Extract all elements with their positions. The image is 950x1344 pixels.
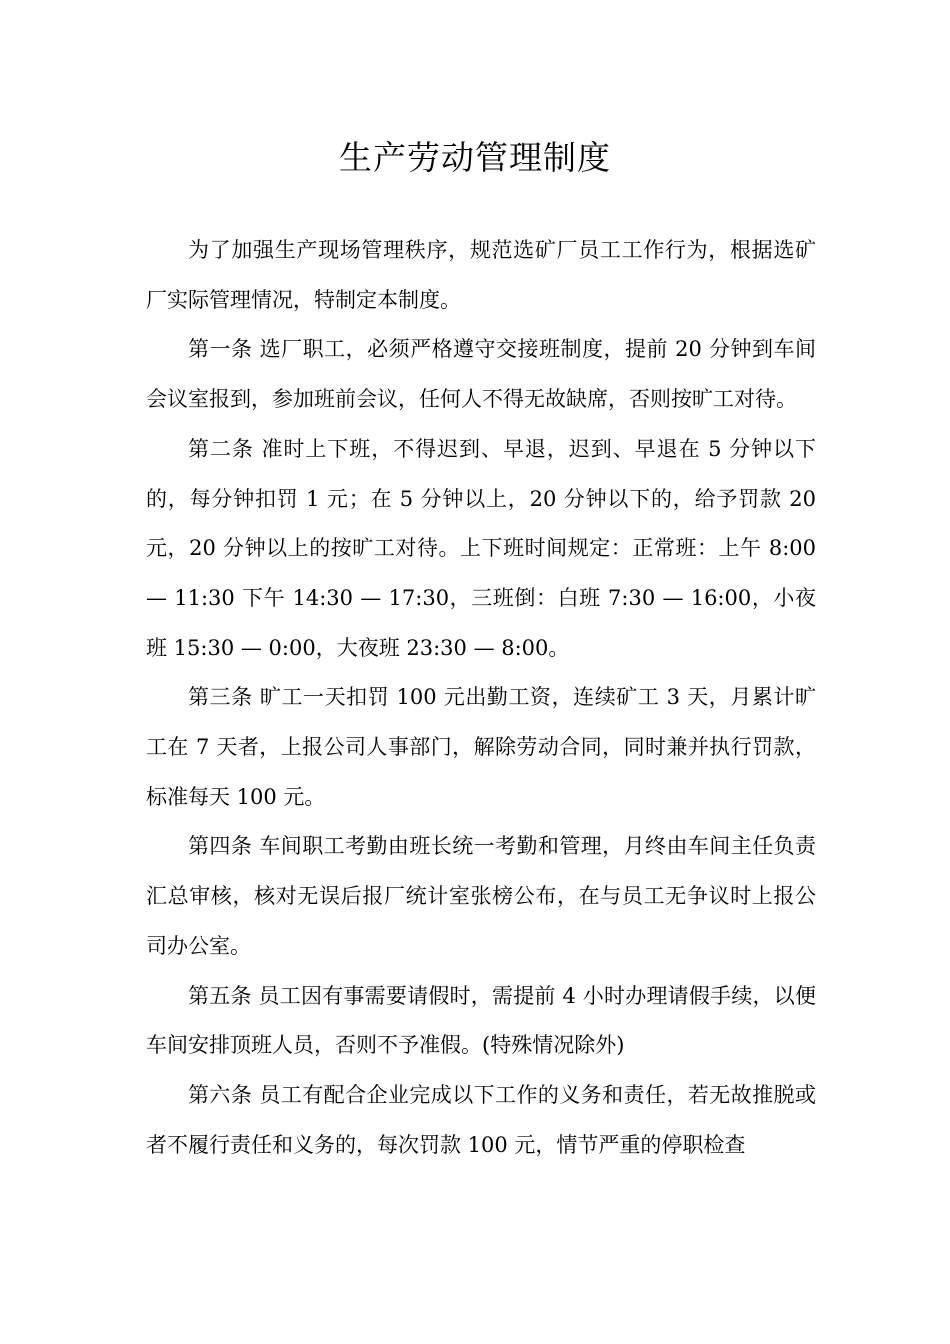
article-6-paragraph: 第六条 员工有配合企业完成以下工作的义务和责任，若无故推脱或者不履行责任和义务的，每次罚款 100 元，情节严重的停职检查 (146, 1082, 816, 1157)
document-body (146, 226, 816, 1170)
article-4-paragraph: 第四条 车间职工考勤由班长统一考勤和管理，月终由车间主任负责汇总审核，核对无误后报厂统计室张榜公布，在与员工无争议时上报公司办公室。 (146, 834, 816, 958)
intro-paragraph: 为了加强生产现场管理秩序，规范选矿厂员工工作行为，根据选矿厂实际管理情况，特制定本制度。 (146, 238, 816, 312)
article-5-paragraph: 第五条 员工因有事需要请假时，需提前 4 小时办理请假手续，以便车间安排顶班人员，否则不予准假。(特殊情况除外) (146, 983, 816, 1058)
document-title: 生产劳动管理制度 (339, 138, 611, 177)
article-2-paragraph: 第二条 准时上下班，不得迟到、早退，迟到、早退在 5 分钟以下的，每分钟扣罚 1 元；在 5 分钟以上，20 分钟以下的，给予罚款 20 元，20 分钟以上的按旷工对待。上下班时间规定：正常班：上午 8:00 — 11:30 下午 14:30 — 17:30，三班倒：白班 7:30 — 16:00，小夜班 15:30 — 0:00，大夜班 23:30 — 8:00。 (146, 436, 816, 660)
article-1-paragraph: 第一条 选厂职工，必须严格遵守交接班制度，提前 20 分钟到车间会议室报到，参加班前会议，任何人不得无故缺席，否则按旷工对待。 (146, 337, 816, 412)
article-3-paragraph: 第三条 旷工一天扣罚 100 元出勤工资，连续矿工 3 天，月累计旷工在 7 天者，上报公司人事部门，解除劳动合同，同时兼并执行罚款，标准每天 100 元。 (146, 685, 816, 809)
